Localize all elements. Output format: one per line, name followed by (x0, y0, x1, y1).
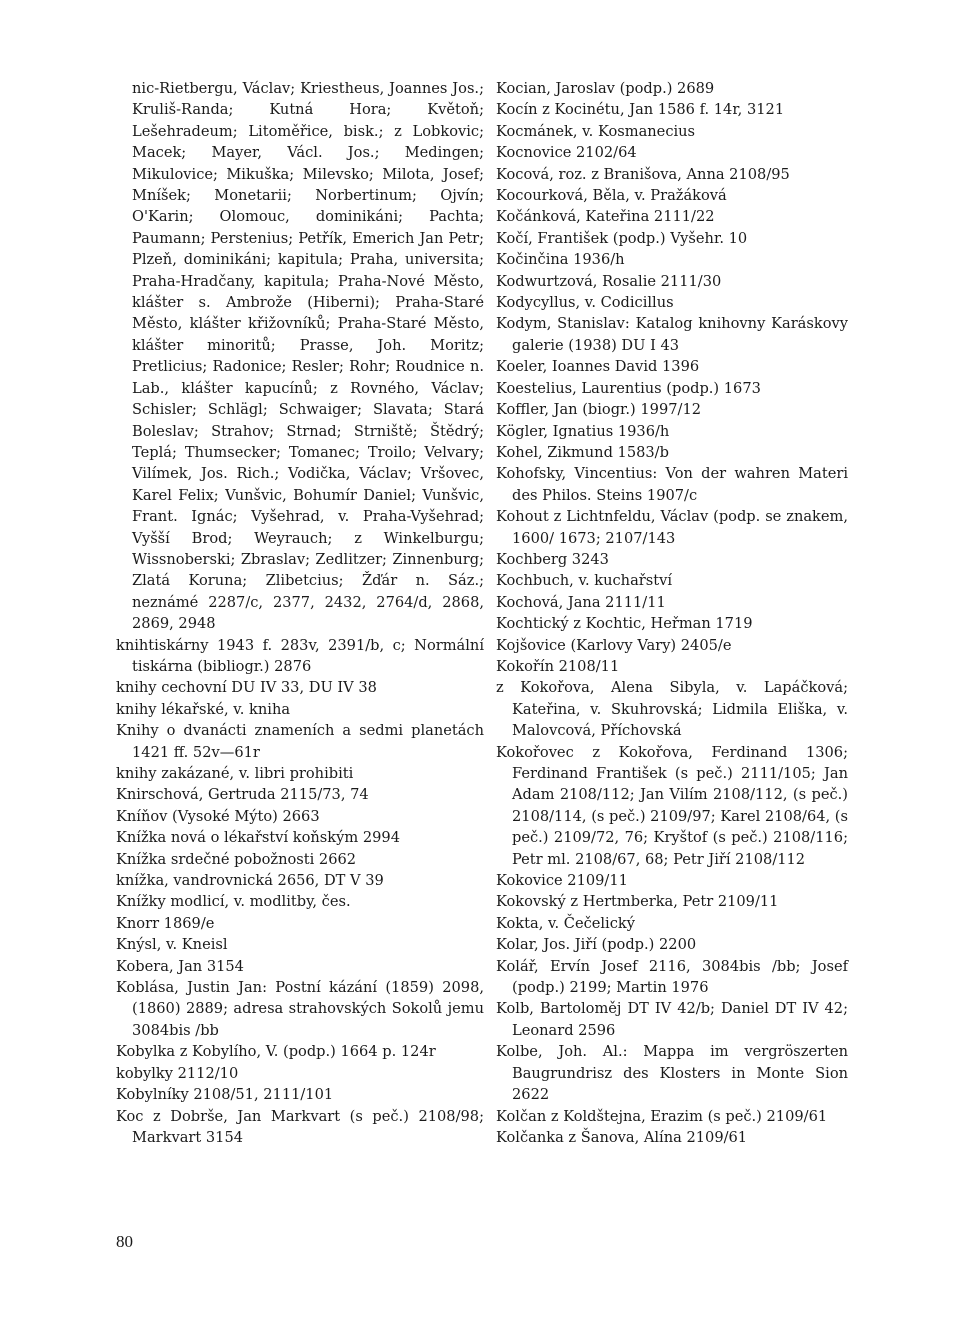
index-entry: Kokta, v. Čečelický (496, 914, 635, 932)
index-entry: Kobylníky 2108/51, 2111/101 (116, 1086, 334, 1104)
index-entry: z Kokořova, Alena Sibyla, v. Lapáčková; Kateřina, v. Skuhrovská; Lidmila Eliška, v. Malovcová, Příchovská (496, 679, 848, 740)
index-entry: Kolar, Jos. Jiří (podp.) 2200 (496, 936, 697, 954)
index-entry: knihtiskárny 1943 f. 283v, 2391/b, c; Normální tiskárna (bibliogr.) 2876 (116, 636, 484, 675)
index-entry: Kočánková, Kateřina 2111/22 (496, 208, 715, 226)
index-entry: Knížky modlicí, v. modlitby, čes. (116, 893, 351, 911)
index-entry: Koffler, Jan (biogr.) 1997/12 (496, 401, 702, 419)
index-entry: Kocová, roz. z Branišova, Anna 2108/95 (496, 165, 790, 183)
index-entry: Kobylka z Kobylího, V. (podp.) 1664 p. 124r (116, 1043, 436, 1061)
index-entry: Kochbuch, v. kuchařství (496, 572, 673, 590)
index-entry: Koeler, Ioannes David 1396 (496, 358, 700, 376)
index-entry: Kokořovec z Kokořova, Ferdinand 1306; Ferdinand František (s peč.) 2111/105; Jan Adam 2108/112; Jan Vilím 2108/112, (s peč.) 2108/114, (s peč.) 2109/97; Karel 2108/64, (s peč.) 2109/72, 76; Kryštof (s peč.) 2108/116; Petr ml. 2108/67, 68; Petr Jiří 2108/112 (496, 743, 848, 868)
index-entry: Kohel, Zikmund 1583/b (496, 443, 669, 461)
index-entry: Kochberg 3243 (496, 550, 609, 568)
index-entry: Kokovský z Hertmberka, Petr 2109/11 (496, 893, 779, 911)
index-entry: Kögler, Ignatius 1936/h (496, 422, 670, 440)
index-entry: Kolčan z Koldštejna, Erazim (s peč.) 2109/61 (496, 1107, 828, 1125)
index-entry: knížka, vandrovnická 2656, DT V 39 (116, 872, 384, 890)
index-entry: Kníňov (Vysoké Mýto) 2663 (116, 807, 320, 825)
index-entry: Kočí, František (podp.) Vyšehr. 10 (496, 229, 748, 247)
index-entry: Kochtický z Kochtic, Heřman 1719 (496, 615, 753, 633)
index-entry: Kolbe, Joh. Al.: Mappa im vergröszerten Baugrundrisz des Klosters in Monte Sion 2622 (496, 1043, 848, 1104)
index-entry: Koblása, Justin Jan: Postní kázání (1859) 2098, (1860) 2889; adresa strahovských Sokolů jemu 3084bis /bb (116, 979, 484, 1039)
right-column (496, 78, 848, 1148)
index-entry: Kocian, Jaroslav (podp.) 2689 (496, 80, 715, 97)
index-entry: knihy zakázané, v. libri prohibiti (116, 765, 354, 782)
page-number: 80 (116, 1232, 133, 1251)
left-column (116, 78, 484, 1148)
index-entry: Kodycyllus, v. Codicillus (496, 294, 674, 312)
index-entry: knihy cechovní DU IV 33, DU IV 38 (116, 679, 377, 697)
index-entry: Knorr 1869/e (116, 914, 215, 932)
index-entry: Koc z Dobrše, Jan Markvart (s peč.) 2108/98; Markvart 3154 (116, 1107, 484, 1146)
index-entry: Kojšovice (Karlovy Vary) 2405/e (496, 636, 732, 654)
index-entry: Kodym, Stanislav: Katalog knihovny Karáskovy galerie (1938) DU I 43 (496, 315, 848, 354)
index-entry: Kolb, Bartoloměj DT IV 42/b; Daniel DT IV 42; Leonard 2596 (496, 1000, 848, 1039)
index-entry: Knýsl, v. Kneisl (116, 936, 228, 954)
index-entry: Kokovice 2109/11 (496, 872, 628, 890)
index-entry: Kocmánek, v. Kosmanecius (496, 122, 696, 140)
index-entry: Knížka srdečné pobožnosti 2662 (116, 850, 357, 868)
index-entry: Kohofsky, Vincentius: Von der wahren Materi des Philos. Steins 1907/c (496, 465, 848, 504)
index-entry: Koestelius, Laurentius (podp.) 1673 (496, 379, 761, 397)
index-entry: Kokořín 2108/11 (496, 657, 620, 675)
index-entry: Knihy o dvanácti znameních a sedmi planetách 1421 ff. 52v—61r (116, 722, 484, 761)
index-entry: Kočinčina 1936/h (496, 251, 625, 269)
index-entry: Kodwurtzová, Rosalie 2111/30 (496, 272, 722, 290)
index-entry: Knížka nová o lékařství koňským 2994 (116, 829, 400, 847)
index-entry: Kocourková, Běla, v. Pražáková (496, 187, 727, 205)
index-entry: kobylky 2112/10 (116, 1064, 239, 1082)
index-entry: Kobera, Jan 3154 (116, 957, 244, 975)
index-entry: knihy lékařské, v. kniha (116, 700, 291, 718)
index-entry: Kocnovice 2102/64 (496, 144, 637, 162)
index-entry: Knirschová, Gertruda 2115/73, 74 (116, 786, 369, 804)
index-entry: nic-Rietbergu, Václav; Kriestheus, Joannes Jos.; Kruliš-Randa; Kutná Hora; Květoň; Lešehradeum; Litoměřice, bisk.; z Lobkovic; Macek; Mayer, Václ. Jos.; Medingen; Mikulovice; Mikuška; Milevsko; Milota, Josef; Mníšek; Monetarii; Norbertinum; Ojvín; O'Karin; Olomouc, dominikáni; Pachta; Paumann; Perstenius; Petřík, Emerich Jan Petr; Plzeň, dominikáni; kapitula; Praha, universita; Praha-Hradčany, kapitula; Praha-Nové Město, klášter s. Ambrože (Hiberni); Praha-Staré Město, klášter křižovníků; Praha-Staré Město, klášter minoritů; Prasse, Joh. Moritz; Pretlicius; Radonice; Resler; Rohr; Roudnice n. Lab., klášter kapucínů; z Rovného, Václav; Schisler; Schlägl; Schwaiger; Slavata; Stará Boleslav; Strahov; Strnad; Strniště; Štědrý; Teplá; Thumsecker; Tomanec; Troilo; Velvary; Vilímek, Jos. Rich.; Vodička, Václav; Vršovec, Karel Felix; Vunšvic, Bohumír Daniel; Vunšvic, Frant. Ignác; Vyšehrad, v. Praha-Vyšehrad; Vyšší Brod; Weyrauch; z Winkelburgu; Wissnoberski; Zbraslav; Zedlitzer; Zinnenburg; Zlatá Koruna; Zlibetcius; Žďár n. Sáz.; neznámé 2287/c, 2377, 2432, 2764/d, 2868, 2869, 2948 (132, 80, 484, 633)
index-entry: Kochová, Jana 2111/11 (496, 593, 666, 611)
index-entry: Kohout z Lichtnfeldu, Václav (podp. se znakem, 1600/ 1673; 2107/143 (496, 508, 848, 547)
index-entry: Kocín z Kocinétu, Jan 1586 f. 14r, 3121 (496, 101, 785, 119)
index-entry: Kolář, Ervín Josef 2116, 3084bis /bb; Josef (podp.) 2199; Martin 1976 (496, 957, 848, 997)
index-entry: Kolčanka z Šanova, Alína 2109/61 (496, 1128, 748, 1146)
